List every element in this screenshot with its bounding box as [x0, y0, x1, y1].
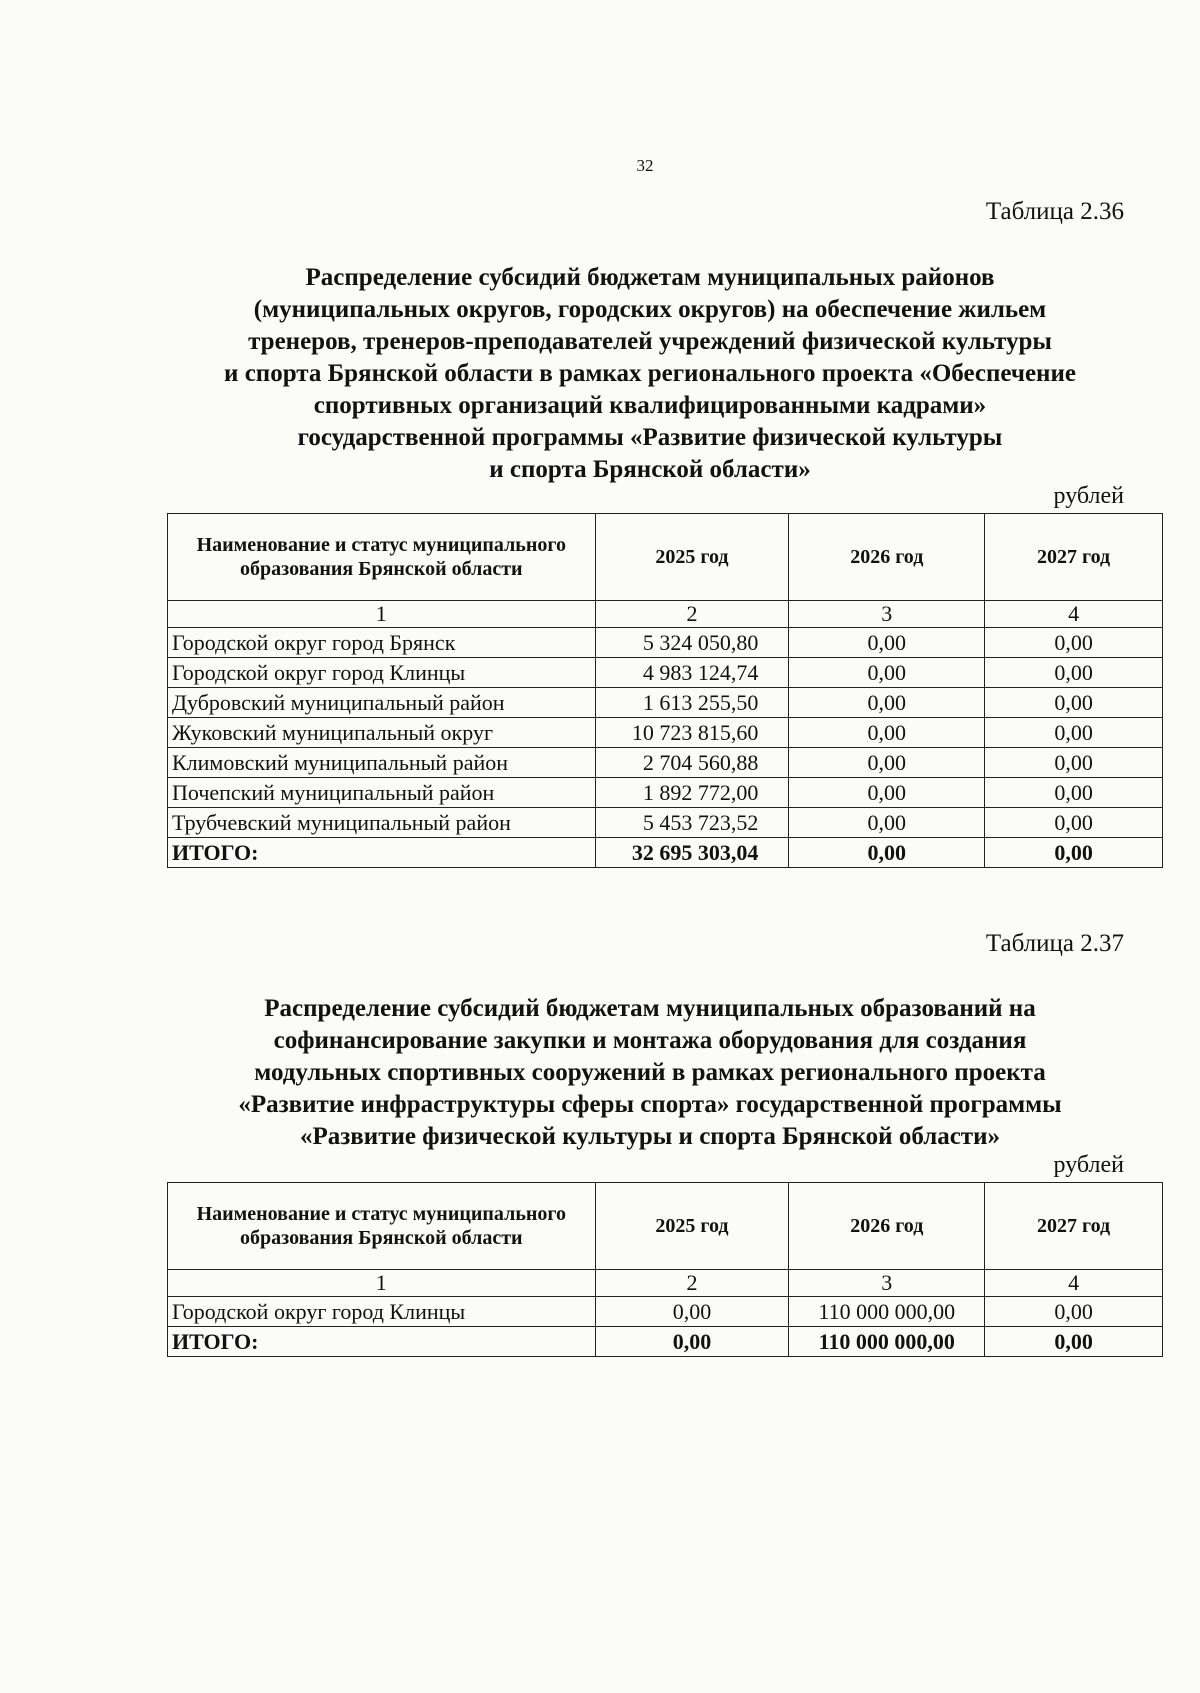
- title-line: модульных спортивных сооружений в рамках регионального проекта: [254, 1059, 1046, 1086]
- row-name: Жуковский муниципальный округ: [168, 718, 596, 748]
- value-2027: 0,00: [985, 778, 1163, 808]
- title-line: спортивных организаций квалифицированными кадрами»: [313, 392, 987, 419]
- table-row: [168, 688, 1163, 718]
- value-2026: 110 000 000,00: [789, 1297, 985, 1327]
- title-line: софинансирование закупки и монтажа оборудования для создания: [273, 1027, 1027, 1054]
- index-cell: 1: [168, 1270, 596, 1297]
- value-2025: 2 704 560,88: [595, 748, 789, 778]
- title-line: и спорта Брянской области в рамках регионального проекта «Обеспечение: [224, 360, 1076, 387]
- row-name: Дубровский муниципальный район: [168, 688, 596, 718]
- total-label: ИТОГО:: [168, 1327, 596, 1357]
- col-header-name: Наименование и статус муниципального образования Брянской области: [168, 1183, 596, 1270]
- table-title-237: [110, 993, 1190, 1153]
- row-name: Трубчевский муниципальный район: [168, 808, 596, 838]
- col-header-name: Наименование и статус муниципального образования Брянской области: [168, 514, 596, 601]
- value-2026: 0,00: [789, 718, 985, 748]
- col-header-2025: 2025 год: [595, 1183, 789, 1270]
- title-line: тренеров, тренеров-преподавателей учреждений физической культуры: [248, 328, 1052, 355]
- table-237: [167, 1182, 1163, 1357]
- title-line: Распределение субсидий бюджетам муниципальных районов: [305, 264, 995, 291]
- total-2027: 0,00: [985, 838, 1163, 868]
- value-2026: 0,00: [789, 748, 985, 778]
- total-row: [168, 1327, 1163, 1357]
- total-label: ИТОГО:: [168, 838, 596, 868]
- col-header-2025: 2025 год: [595, 514, 789, 601]
- index-cell: 3: [789, 601, 985, 628]
- value-2026: 0,00: [789, 778, 985, 808]
- index-cell: 3: [789, 1270, 985, 1297]
- col-header-2027: 2027 год: [985, 514, 1163, 601]
- value-2025: 5 453 723,52: [595, 808, 789, 838]
- row-name: Почепский муниципальный район: [168, 778, 596, 808]
- page-number: 32: [636, 156, 654, 175]
- value-2026: 0,00: [789, 658, 985, 688]
- total-row: [168, 838, 1163, 868]
- table-236: [167, 513, 1163, 868]
- value-2025: 0,00: [595, 1297, 789, 1327]
- index-cell: 2: [595, 601, 789, 628]
- index-row: [168, 1270, 1163, 1297]
- table-row: [168, 1297, 1163, 1327]
- table-row: [168, 748, 1163, 778]
- index-cell: 4: [985, 1270, 1163, 1297]
- index-row: [168, 601, 1163, 628]
- title-line: и спорта Брянской области»: [489, 456, 811, 483]
- total-2027: 0,00: [985, 1327, 1163, 1357]
- total-2026: 0,00: [789, 838, 985, 868]
- table-label-237: Таблица 2.37: [985, 930, 1124, 957]
- title-line: Распределение субсидий бюджетам муниципальных образований на: [264, 995, 1036, 1022]
- total-2026: 110 000 000,00: [789, 1327, 985, 1357]
- header-row: [168, 1183, 1163, 1270]
- index-cell: 4: [985, 601, 1163, 628]
- table-row: [168, 718, 1163, 748]
- table-row: [168, 628, 1163, 658]
- value-2025: 1 892 772,00: [595, 778, 789, 808]
- value-2027: 0,00: [985, 718, 1163, 748]
- total-2025: 32 695 303,04: [595, 838, 789, 868]
- row-name: Городской округ город Клинцы: [168, 658, 596, 688]
- value-2027: 0,00: [985, 688, 1163, 718]
- col-header-2026: 2026 год: [789, 1183, 985, 1270]
- header-row: [168, 514, 1163, 601]
- col-header-2027: 2027 год: [985, 1183, 1163, 1270]
- total-2025: 0,00: [595, 1327, 789, 1357]
- units-label-236: рублей: [1053, 483, 1124, 509]
- table-row: [168, 778, 1163, 808]
- title-line: «Развитие инфраструктуры сферы спорта» государственной программы: [238, 1091, 1062, 1118]
- title-line: (муниципальных округов, городских округов) на обеспечение жильем: [253, 296, 1047, 323]
- row-name: Городской округ город Клинцы: [168, 1297, 596, 1327]
- table-row: [168, 658, 1163, 688]
- table-label-236: Таблица 2.36: [985, 198, 1124, 225]
- table-title-236: [110, 262, 1190, 486]
- value-2027: 0,00: [985, 748, 1163, 778]
- title-line: «Развитие физической культуры и спорта Брянской области»: [299, 1123, 1000, 1150]
- value-2025: 1 613 255,50: [595, 688, 789, 718]
- value-2025: 5 324 050,80: [595, 628, 789, 658]
- index-cell: 2: [595, 1270, 789, 1297]
- value-2025: 4 983 124,74: [595, 658, 789, 688]
- value-2027: 0,00: [985, 1297, 1163, 1327]
- title-line: государственной программы «Развитие физической культуры: [297, 424, 1003, 451]
- units-label-237: рублей: [1053, 1152, 1124, 1178]
- table-row: [168, 808, 1163, 838]
- value-2026: 0,00: [789, 628, 985, 658]
- value-2026: 0,00: [789, 808, 985, 838]
- col-header-2026: 2026 год: [789, 514, 985, 601]
- value-2026: 0,00: [789, 688, 985, 718]
- value-2027: 0,00: [985, 628, 1163, 658]
- value-2027: 0,00: [985, 808, 1163, 838]
- value-2025: 10 723 815,60: [595, 718, 789, 748]
- index-cell: 1: [168, 601, 596, 628]
- row-name: Городской округ город Брянск: [168, 628, 596, 658]
- value-2027: 0,00: [985, 658, 1163, 688]
- row-name: Климовский муниципальный район: [168, 748, 596, 778]
